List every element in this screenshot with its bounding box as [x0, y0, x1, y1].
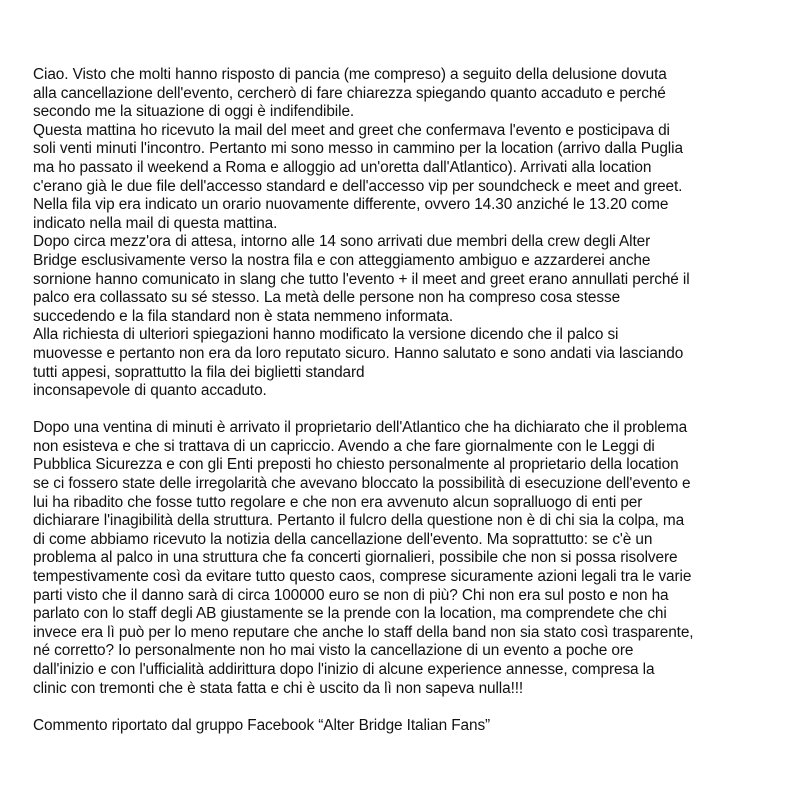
- text-line: Bridge esclusivamente verso la nostra fila e con atteggiamento ambiguo e azzarderei anche: [33, 251, 651, 269]
- text-line: dichiarare l'inagibilità della struttura. Pertanto il fulcro della questione non è di chi sia la colpa, ma: [33, 512, 685, 530]
- text-line: non esisteva e che si trattava di un capriccio. Avendo a che fare giornalmente con le Leggi di: [33, 437, 655, 455]
- text-line: tutti appesi, soprattutto la fila dei biglietti standard: [33, 363, 365, 381]
- text-line: indicato nella mail di questa mattina.: [33, 214, 278, 232]
- text-line: lui ha ribadito che fosse tutto regolare e che non era avvenuto alcun sopralluogo di enti per: [33, 493, 643, 511]
- text-line: Dopo una ventina di minuti è arrivato il proprietario dell'Atlantico che ha dichiarato che il problema: [33, 419, 688, 437]
- text-line: invece era lì può per lo meno reputare che anche lo staff della band non sia stato così trasparente,: [33, 623, 694, 641]
- text-line: palco era collassato su sé stesso. La metà delle persone non ha compreso cosa stesse: [33, 289, 621, 307]
- text-line: parlato con lo staff degli AB giustamente se la prende con la location, ma comprendete che chi: [33, 605, 667, 623]
- text-line: ma ho passato il weekend a Roma e alloggio ad un'oretta dall'Atlantico). Arrivati alla location: [33, 158, 652, 176]
- text-line: muovesse e pertanto non era da loro reputato sicuro. Hanno salutato e sono andati via lasciando: [33, 344, 684, 362]
- text-line: alla cancellazione dell'evento, cercherò di fare chiarezza spiegando quanto accaduto e perché: [33, 84, 666, 102]
- text-line: c'erano già le due file dell'accesso standard e dell'accesso vip per soundcheck e meet and greet.: [33, 177, 683, 195]
- text-line: né corretto? Io personalmente non ho mai visto la cancellazione di un evento a poche ore: [33, 642, 634, 660]
- text-line: dall'inizio e con l'ufficialità addirittura dopo l'inizio di alcune experience annesse, compresa la: [33, 661, 655, 678]
- text-line: succedendo e la fila standard non è stata nemmeno informata.: [33, 307, 454, 325]
- source-attribution: Commento riportato dal gruppo Facebook “Alter Bridge Italian Fans”: [33, 716, 491, 734]
- text-line: tempestivamente così da evitare tutto questo caos, comprese sicuramente azioni legali tra le varie: [33, 568, 692, 586]
- paragraph-break: [33, 401, 773, 420]
- text-line: Alla richiesta di ulteriori spiegazioni hanno modificato la versione dicendo che il palco si: [33, 326, 619, 344]
- text-line: soli venti minuti l'incontro. Pertanto mi sono messo in cammino per la location (arrivo dalla Puglia: [33, 140, 683, 158]
- text-line: clinic con tremonti che è stata fatta e chi è uscito da lì non sapeva nulla!!!: [33, 679, 524, 697]
- text-line: secondo me la situazione di oggi è indifendibile.: [33, 103, 355, 121]
- text-line: parti visto che il danno sarà di circa 100000 euro se non di più? Chi non era sul posto e non ha: [33, 586, 669, 604]
- text-line: sornione hanno comunicato in slang che tutto l'evento + il meet and greet erano annullati perché il: [33, 270, 690, 288]
- text-line: inconsapevole di quanto accaduto.: [33, 382, 267, 400]
- text-line: Pubblica Sicurezza e con gli Enti preposti ho chiesto personalmente al proprietario della location: [33, 456, 679, 474]
- paragraph-break: [33, 698, 773, 717]
- text-line: problema al palco in una struttura che fa concerti giornalieri, possibile che non si possa risolvere: [33, 549, 678, 567]
- text-line: Nella fila vip era indicato un orario nuovamente differente, ovvero 14.30 anziché le 13.20 come: [33, 196, 669, 214]
- text-line: di come abbiamo ricevuto la notizia della cancellazione dell'evento. Ma soprattutto: se c'è un: [33, 530, 653, 548]
- text-line: se ci fossero state delle irregolarità che avevano bloccato la possibilità di esecuzione dell'evento e: [33, 475, 691, 493]
- text-line: Dopo circa mezz'ora di attesa, intorno alle 14 sono arrivati due membri della crew degli Alter: [33, 233, 651, 251]
- post-text: [33, 66, 773, 735]
- text-line: Questa mattina ho ricevuto la mail del meet and greet che confermava l'evento e posticipava di: [33, 121, 670, 139]
- text-line: Ciao. Visto che molti hanno risposto di pancia (me compreso) a seguito della delusione dovuta: [33, 66, 667, 83]
